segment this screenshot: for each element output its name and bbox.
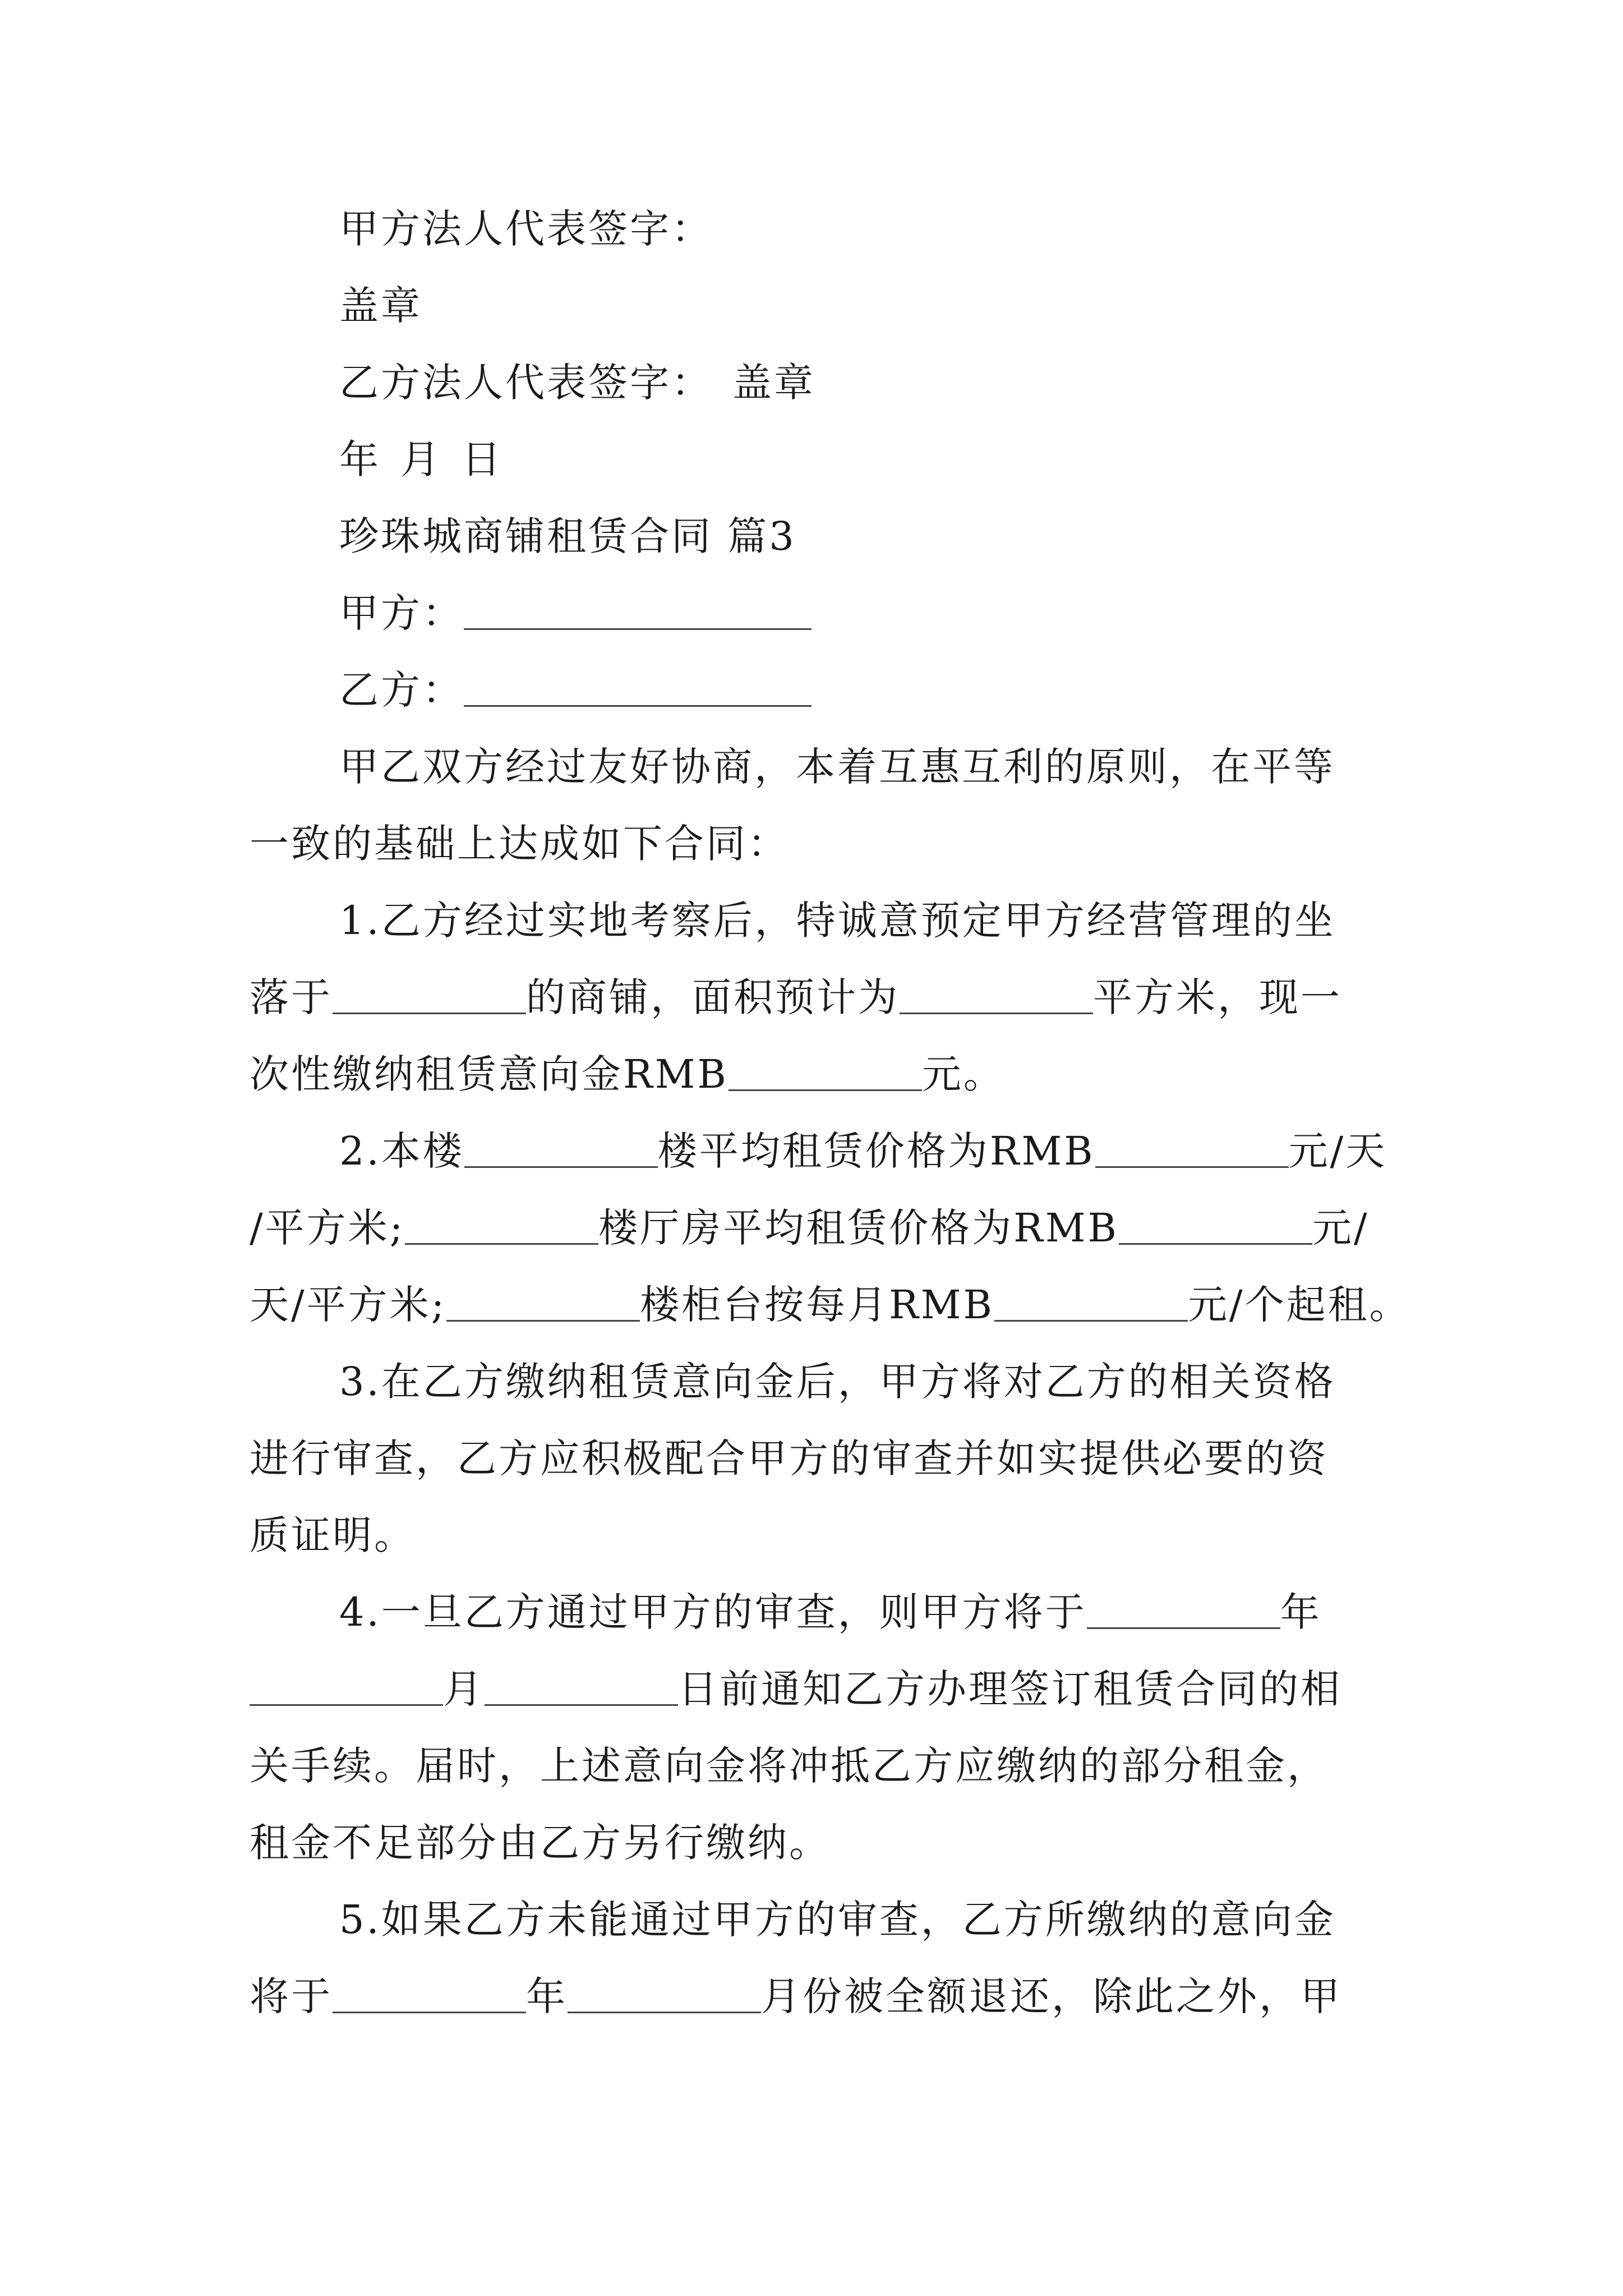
clause2-price-blank-3 xyxy=(994,1286,1188,1322)
intro-text-1: 甲乙双方经过友好协商，本着互惠互利的原则，在平等 xyxy=(339,744,1335,790)
clause1-text-1: 1.乙方经过实地考察后，特诚意预定甲方经营管理的坐 xyxy=(339,898,1336,944)
section-title xyxy=(250,498,1394,575)
clause1-text-2b: 的商铺，面积预计为 xyxy=(526,974,900,1020)
party-b-label: 乙方： xyxy=(339,667,464,713)
intro-line-2 xyxy=(250,806,1394,882)
clause1-text-3b: 元。 xyxy=(921,1051,1005,1097)
clause4-line-1 xyxy=(250,1574,1394,1651)
clause2-text-2a: /平方米; xyxy=(250,1205,405,1251)
clause1-text-2c: 平方米，现一 xyxy=(1093,974,1342,1020)
clause3-line-2 xyxy=(250,1420,1394,1497)
party-a-label: 甲方： xyxy=(339,590,464,636)
clause4-text-3: 关手续。届时，上述意向金将冲抵乙方应缴纳的部分租金， xyxy=(250,1743,1329,1789)
clause2-text-3a: 天/平方米; xyxy=(250,1282,447,1328)
clause5-text-2b: 年 xyxy=(526,1973,568,2019)
clause2-text-2b: 楼厅房平均租赁价格为RMB xyxy=(598,1205,1119,1251)
clause5-text-2c: 月份被全额退还，除此之外，甲 xyxy=(761,1973,1342,2019)
clause4-text-4: 租金不足部分由乙方另行缴纳。 xyxy=(250,1820,831,1866)
clause2-text-2c: 元/ xyxy=(1312,1205,1370,1251)
clause2-line-1 xyxy=(250,1113,1394,1190)
clause4-line-4 xyxy=(250,1805,1394,1881)
clause1-line-2 xyxy=(250,959,1394,1036)
clause4-month-blank xyxy=(250,1671,443,1706)
party-a-signature-line xyxy=(250,191,1394,268)
party-a-signature-label: 甲方法人代表签字： xyxy=(339,206,713,252)
clause1-text-3a: 次性缴纳租赁意向金RMB xyxy=(250,1051,728,1097)
clause4-year-blank xyxy=(1087,1594,1280,1629)
party-b-line xyxy=(250,652,1394,729)
clause2-line-2 xyxy=(250,1190,1394,1267)
clause2-text-1a: 2.本楼 xyxy=(339,1128,464,1174)
clause2-line-3 xyxy=(250,1267,1411,1343)
clause2-text-3c: 元/个起租。 xyxy=(1188,1282,1411,1328)
clause3-text-2: 进行审查，乙方应积极配合甲方的审查并如实提供必要的资 xyxy=(250,1435,1329,1481)
clause4-text-1b: 年 xyxy=(1280,1589,1322,1635)
date-year: 年 xyxy=(339,436,381,482)
party-a-line xyxy=(250,575,1394,652)
clause1-text-2a: 落于 xyxy=(250,974,333,1020)
date-day: 日 xyxy=(462,436,503,482)
clause2-text-3b: 楼柜台按每月RMB xyxy=(640,1282,994,1328)
party-b-signature-line xyxy=(250,344,1394,421)
party-b-seal-label: 盖章 xyxy=(732,360,815,406)
clause2-text-1c: 元/天 xyxy=(1288,1128,1387,1174)
clause3-line-3 xyxy=(250,1497,1394,1574)
clause1-line-1 xyxy=(250,882,1394,959)
clause3-text-1: 3.在乙方缴纳租赁意向金后，甲方将对乙方的相关资格 xyxy=(339,1359,1336,1405)
clause5-line-1 xyxy=(250,1881,1394,1958)
clause5-text-2a: 将于 xyxy=(250,1973,333,2019)
clause2-text-1b: 楼平均租赁价格为RMB xyxy=(657,1128,1095,1174)
party-b-signature-label: 乙方法人代表签字： xyxy=(339,360,713,406)
clause3-text-3: 质证明。 xyxy=(250,1512,416,1558)
clause2-price-blank-1 xyxy=(1095,1133,1289,1168)
clause1-amount-blank xyxy=(728,1056,922,1091)
clause4-day-blank xyxy=(485,1671,678,1706)
clause3-line-1 xyxy=(250,1343,1394,1420)
party-a-blank xyxy=(464,595,811,630)
clause2-floor-blank-1 xyxy=(464,1133,658,1168)
clause5-month-blank xyxy=(568,1978,761,2013)
date-month: 月 xyxy=(400,436,442,482)
party-a-seal-label: 盖章 xyxy=(339,283,422,329)
clause4-line-2 xyxy=(250,1651,1394,1728)
clause1-location-blank xyxy=(333,979,526,1014)
section-title-text: 珍珠城商铺租赁合同 篇3 xyxy=(339,513,796,559)
clause4-line-3 xyxy=(250,1728,1394,1805)
clause2-floor-blank-3 xyxy=(446,1286,640,1322)
party-a-seal-line xyxy=(250,268,1394,344)
clause5-text-1: 5.如果乙方未能通过甲方的审查，乙方所缴纳的意向金 xyxy=(339,1897,1336,1943)
intro-line-1 xyxy=(250,729,1394,806)
clause2-floor-blank-2 xyxy=(405,1209,598,1245)
intro-text-2: 一致的基础上达成如下合同： xyxy=(250,821,789,867)
clause1-area-blank xyxy=(900,979,1093,1014)
clause1-line-3 xyxy=(250,1036,1394,1113)
clause5-year-blank xyxy=(333,1978,526,2013)
clause2-price-blank-2 xyxy=(1119,1209,1312,1245)
clause5-line-2 xyxy=(250,1958,1394,2035)
clause4-text-1a: 4.一旦乙方通过甲方的审查，则甲方将于 xyxy=(339,1589,1087,1635)
date-line xyxy=(250,421,1394,498)
document-body xyxy=(250,191,1411,2035)
clause4-text-2b: 日前通知乙方办理签订租赁合同的相 xyxy=(678,1666,1342,1712)
party-b-blank xyxy=(464,671,811,707)
clause4-text-2a: 月 xyxy=(443,1666,485,1712)
